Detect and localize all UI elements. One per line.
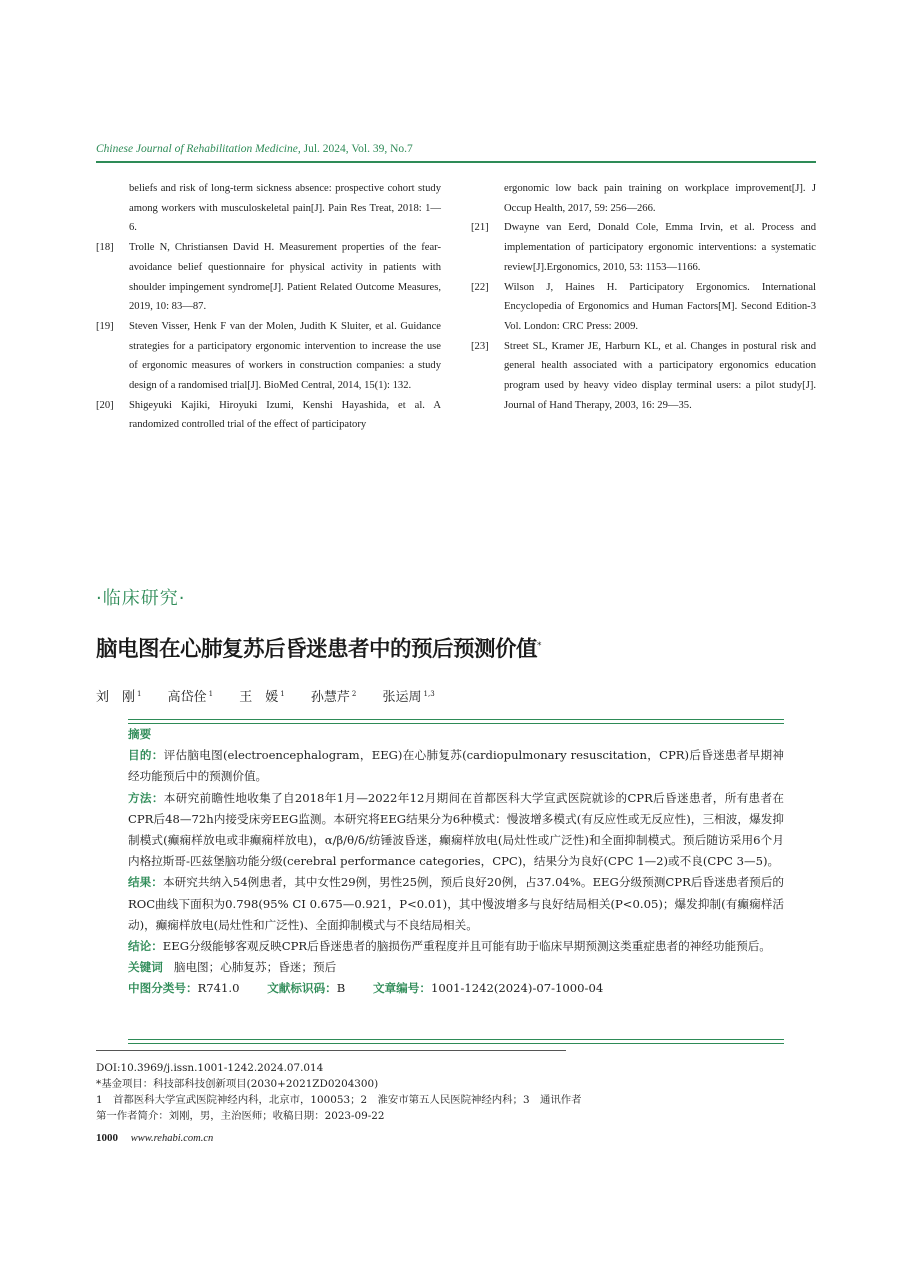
abstract-block	[128, 724, 784, 1000]
doi: DOI:10.3969/j.issn.1001-1242.2024.07.014	[96, 1062, 324, 1074]
classification-line: 中图分类号：R741.0 文献标识码：B 文章编号：1001-1242(2024)-07-1000-04	[128, 981, 604, 996]
abstract-heading: 摘要	[128, 727, 152, 741]
abstract-conclusion: 结论：EEG分级能够客观反映CPR后昏迷患者的脑损伤严重程度并且可能有助于临床早期预测这类重症患者的神经功能预后。	[128, 939, 771, 954]
reference-item: [21] Dwayne van Eerd, Donald Cole, Emma Irvin, et al. Process and implementation of participatory ergonomic interventions: a systematic review[J].Ergonomics, 2010, 53: 1153—1166.	[471, 222, 816, 273]
website: www.rehabi.com.cn	[130, 1133, 214, 1144]
journal-name: Chinese Journal of Rehabilitation Medicine,	[96, 143, 301, 155]
fund-note: *基金项目：科技部科技创新项目(2030+2021ZD0204300)	[96, 1078, 379, 1090]
author: 孙慧芹 $^2$	[310, 689, 357, 705]
abstract-results: 结果：本研究共纳入54例患者，其中女性29例，男性25例，预后良好20例，占37.04%。EEG分级预测CPR后昏迷患者预后的ROC曲线下面积为0.798(95% CI 0.675—0.921，P<0.01)，其中慢波增多与良好结局相关(P<0.05)；爆发抑制(有癫痫样活动)，癫痫样放电(局灶性和广泛性)、全面抑制模式与不良结局相关。	[128, 875, 784, 932]
author-list	[96, 686, 457, 705]
page-number: 1000	[96, 1132, 118, 1144]
section-label: ·临床研究·	[96, 588, 186, 609]
abstract-bottom-rule	[128, 1039, 784, 1044]
footnote-rule	[96, 1050, 566, 1051]
affiliations: 1 首都医科大学宣武医院神经内科，北京市，100053；2 淮安市第五人民医院神经内科；3 通讯作者	[96, 1094, 582, 1106]
footnotes	[96, 1060, 816, 1124]
abstract-objective: 目的：评估脑电图(electroencephalogram，EEG)在心肺复苏(cardiopulmonary resuscitation，CPR)后昏迷患者早期神经功能预后中的预测价值。	[128, 748, 784, 784]
author: 王 媛 $^1$	[239, 689, 285, 705]
journal-header	[96, 143, 816, 155]
keywords-line: 关键词 脑电图；心肺复苏；昏迷；预后	[128, 960, 337, 975]
reference-item: [20] Shigeyuki Kajiki, Hiroyuki Izumi, Kenshi Hayashida, et al. A randomized controlled trial of the effect of participatory	[96, 399, 441, 431]
reference-item: [19] Steven Visser, Henk F van der Molen, Judith K Sluiter, et al. Guidance strategies for a participatory ergonomic intervention to increase the use of ergonomic measures of workers in construction companies: a study design of a randomised trial[J]. BioMed Central, 2014, 15(1): 132.	[96, 320, 441, 392]
author: 刘 刚 $^1$	[96, 689, 142, 705]
journal-issue: Jul. 2024, Vol. 39, No.7	[303, 143, 413, 155]
reference-item: [18] Trolle N, Christiansen David H. Measurement properties of the fear-avoidance belief questionnaire for physical activity in patients with shoulder impingement syndrome[J]. Patient Related Outcome Measures, 2019, 10: 83—87.	[96, 242, 441, 313]
reference-item: beliefs and risk of long-term sickness absence: prospective cohort study among workers with musculoskeletal pain[J]. Pain Res Treat, 2018: 1—6.	[129, 183, 441, 234]
article-title	[96, 632, 816, 663]
header-rule	[96, 161, 816, 163]
first-author-note: 第一作者简介：刘刚，男，主治医师；收稿日期：2023-09-22	[96, 1110, 385, 1122]
references-right-column	[471, 179, 816, 415]
title-footnote-mark: *	[537, 640, 542, 651]
author: 张运周 $^{1,3}$	[382, 689, 435, 705]
reference-item: [22] Wilson J, Haines H. Participatory Ergonomics. International Encyclopedia of Ergonomics and Human Factors[M]. Second Edition-3 Vol. London: CRC Press: 2009.	[471, 281, 816, 332]
author: 高岱佺 $^1$	[167, 689, 214, 705]
references-left-column	[96, 179, 441, 435]
page-footer	[96, 1132, 213, 1144]
abstract-methods: 方法：本研究前瞻性地收集了自2018年1月—2022年12月期间在首都医科大学宣武医院就诊的CPR后昏迷患者，所有患者在CPR后48—72h内接受床旁EEG监测。本研究将EEG结果分为6种模式：慢波增多模式(有反应性或无反应性)，三相波，爆发抑制模式(癫痫样放电或非癫痫样放电)，α/β/θ/δ/纺锤波昏迷，癫痫样放电(局灶性或广泛性)和全面抑制模式。预后随访采用6个月内格拉斯哥-匹兹堡脑功能分级(cerebral performance categories，CPC)，结果分为良好(CPC 1—2)或不良(CPC 3—5)。	[128, 790, 784, 869]
title-text: 脑电图在心肺复苏后昏迷患者中的预后预测价值	[96, 637, 538, 662]
reference-item: [23] Street SL, Kramer JE, Harburn KL, et al. Changes in postural risk and general health associated with a participatory ergonomics education program used by heavy video display terminal users: a pilot study[J]. Journal of Hand Therapy, 2003, 16: 29—35.	[471, 340, 816, 411]
reference-item: ergonomic low back pain training on workplace improvement[J]. J Occup Health, 2017, 59: 256—266.	[504, 183, 816, 214]
